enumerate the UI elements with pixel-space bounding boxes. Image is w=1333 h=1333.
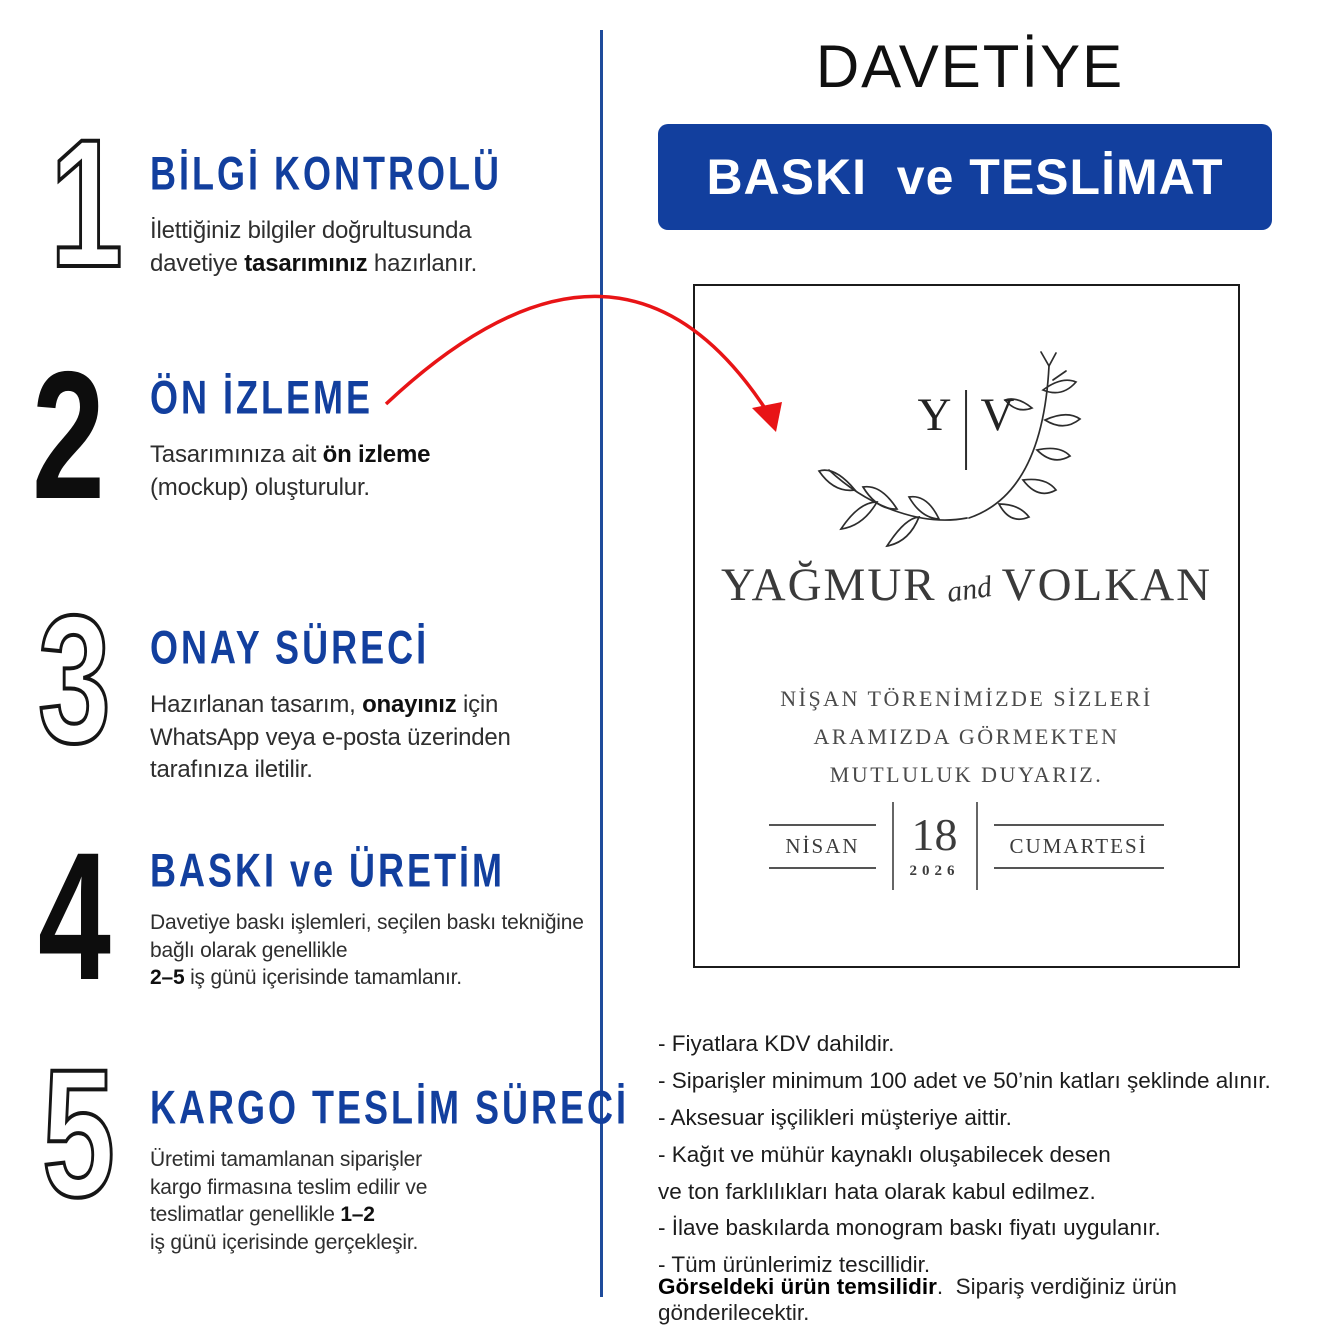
text-segment: Davetiye baskı işlemleri, seçilen baskı tekniğine — [150, 911, 584, 934]
note-line: - Siparişler minimum 100 adet ve 50’nin katları şeklinde alınır. — [658, 1067, 1271, 1093]
names-conjunction: and — [944, 570, 994, 609]
date-day-year — [909, 809, 960, 880]
text-segment: Üretimi tamamlanan siparişler — [150, 1148, 422, 1171]
text-segment: iş günü içerisinde gerçekleşir. — [150, 1231, 419, 1255]
banner-label: BASKI ve TESLİMAT — [706, 149, 1224, 205]
step-description-line — [150, 964, 630, 992]
text-segment: kargo firmasına teslim edilir ve — [150, 1175, 428, 1199]
date-year: 2026 — [909, 863, 960, 879]
text-segment: WhatsApp veya e-posta üzerinden — [150, 723, 511, 751]
date-weekday: CUMARTESİ — [994, 824, 1164, 869]
date-separator — [976, 802, 978, 890]
step-description-line — [150, 689, 630, 722]
note-line: - Kağıt ve mühür kaynaklı oluşabilecek desen — [658, 1141, 1111, 1167]
monogram-divider-bar — [966, 390, 968, 470]
text-segment: davetiye — [150, 249, 245, 277]
text-segment: için — [456, 691, 499, 718]
step-title: BİLGİ KONTROLÜ — [150, 146, 502, 201]
text-segment: ön izleme — [322, 441, 431, 468]
section-banner — [658, 124, 1272, 230]
name-second: VOLKAN — [1001, 559, 1213, 611]
step-description — [150, 689, 630, 787]
footer-disclaimer — [658, 1274, 1326, 1326]
page-title: DAVETİYE — [815, 33, 1125, 100]
invitation-message-line: ARAMIZDA GÖRMEKTEN — [813, 723, 1120, 749]
name-first: YAĞMUR — [720, 559, 937, 611]
monogram-initials — [918, 388, 1016, 470]
step-description-line — [150, 215, 630, 248]
step-description — [150, 215, 630, 280]
note-line: - Fiyatlara KDV dahildir. — [658, 1031, 895, 1056]
monogram-initial-left: Y — [917, 389, 953, 441]
invitation-message-line: NİŞAN TÖRENİMİZDE SİZLERİ — [780, 686, 1153, 711]
step-title: ÖN İZLEME — [150, 370, 373, 425]
date-month: NİSAN — [769, 824, 875, 869]
step-description-line — [150, 722, 630, 755]
text-segment: Tasarımınıza ait — [150, 441, 323, 468]
couple-names — [695, 558, 1238, 612]
step-description-line — [150, 472, 630, 505]
text-segment: (mockup) oluşturulur. — [150, 473, 370, 501]
date-day: 18 — [911, 809, 958, 860]
step-number: 1 — [50, 101, 119, 305]
text-segment: Hazırlanan tasarım, — [150, 691, 363, 718]
text-segment: 2–5 — [150, 966, 185, 990]
invitation-date-row — [695, 802, 1238, 890]
invitation-message-line: MUTLULUK DUYARIZ. — [829, 761, 1104, 787]
step-description-line — [150, 439, 630, 472]
step-number: 2 — [32, 333, 101, 537]
step-title: KARGO TESLİM SÜRECİ — [150, 1080, 630, 1135]
note-line: - İlave baskılarda monogram baskı fiyatı uygulanır. — [658, 1215, 1161, 1241]
step-title: BASKI ve ÜRETİM — [150, 843, 506, 898]
step-description-line — [150, 937, 630, 965]
step-number: 5 — [42, 1031, 111, 1235]
step-number: 4 — [38, 814, 107, 1018]
text-segment: tarafınıza iletilir. — [150, 756, 313, 784]
text-segment: hazırlanır. — [367, 249, 478, 277]
step-description-line — [150, 1174, 630, 1202]
step-5 — [42, 1031, 630, 1257]
step-title: ONAY SÜRECİ — [150, 620, 430, 675]
invitation-message — [695, 680, 1238, 793]
step-description — [150, 439, 630, 504]
monogram-initial-right: V — [980, 389, 1016, 441]
step-number: 3 — [38, 577, 107, 781]
footer-regular-text: . Sipariş verdiğiniz ürün gönderilecektir. — [658, 1274, 1184, 1325]
step-4 — [38, 814, 630, 1018]
step-1 — [50, 101, 630, 305]
text-segment: teslimatlar genellikle — [150, 1203, 341, 1227]
text-segment: bağlı olarak genellikle — [150, 938, 348, 962]
note-line: - Aksesuar işçilikleri müşteriye aittir. — [658, 1104, 1012, 1130]
step-3 — [38, 577, 630, 787]
footer-bold-text: Görseldeki ürün temsilidir — [658, 1274, 937, 1299]
notes-list — [658, 1026, 1326, 1284]
note-line: - Tüm ürünlerimiz tescillidir. — [658, 1252, 931, 1278]
text-segment: 1–2 — [340, 1203, 375, 1227]
note-line: ve ton farklılıkları hata olarak kabul edilmez. — [658, 1178, 1096, 1204]
date-separator — [892, 802, 894, 890]
text-segment: iş günü içerisinde tamamlanır. — [184, 966, 462, 990]
step-description — [150, 909, 630, 992]
step-description-line — [150, 1201, 630, 1229]
text-segment: onayınız — [362, 691, 457, 718]
monogram — [817, 348, 1117, 566]
step-description-line — [150, 1146, 630, 1174]
step-description-line — [150, 754, 630, 787]
text-segment: İlettiğiniz bilgiler doğrultusunda — [150, 217, 472, 244]
step-2 — [32, 333, 630, 537]
step-description — [150, 1146, 630, 1257]
invitation-mockup-card — [693, 284, 1240, 968]
text-segment: tasarımınız — [244, 249, 368, 277]
step-description-line — [150, 248, 630, 281]
step-description-line — [150, 909, 630, 937]
step-description-line — [150, 1229, 630, 1257]
